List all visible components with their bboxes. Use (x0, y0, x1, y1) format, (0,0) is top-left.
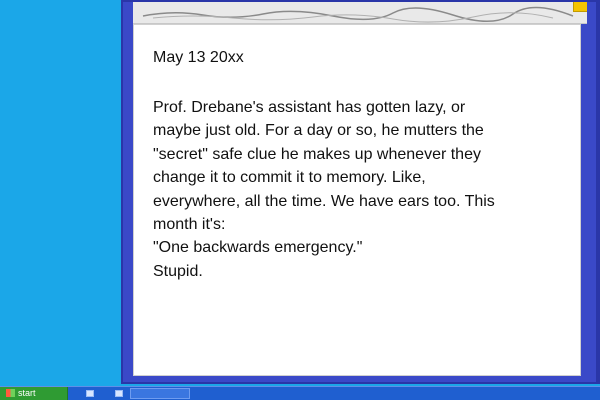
note-line: "One backwards emergency." (153, 239, 363, 257)
note-body (153, 96, 573, 283)
titlebar-scribble-decoration (133, 2, 587, 24)
note-line: Prof. Drebane's assistant has gotten lazy, or (153, 99, 466, 116)
quicklaunch-desktop-icon[interactable] (86, 390, 94, 397)
note-line: maybe just old. For a day or so, he mutters the (153, 122, 484, 140)
note-line: change it to commit it to memory. Like, (153, 169, 426, 187)
window-corner-badge[interactable] (573, 2, 587, 12)
note-titlebar[interactable] (133, 2, 587, 24)
start-button-label: start (18, 388, 36, 398)
note-date: May 13 20xx (153, 49, 244, 66)
windows-flag-icon (6, 389, 15, 397)
start-button[interactable] (0, 387, 68, 400)
note-line: Stupid. (153, 262, 203, 280)
note-line: everywhere, all the time. We have ears too. This (153, 192, 495, 210)
note-line: "secret" safe clue he makes up whenever they (153, 145, 481, 163)
taskbar-window-button[interactable] (130, 388, 190, 399)
note-window (121, 0, 598, 384)
note-page (133, 24, 581, 376)
quicklaunch-browser-icon[interactable] (115, 390, 123, 397)
taskbar (0, 386, 600, 400)
note-line: month it's: (153, 216, 226, 234)
